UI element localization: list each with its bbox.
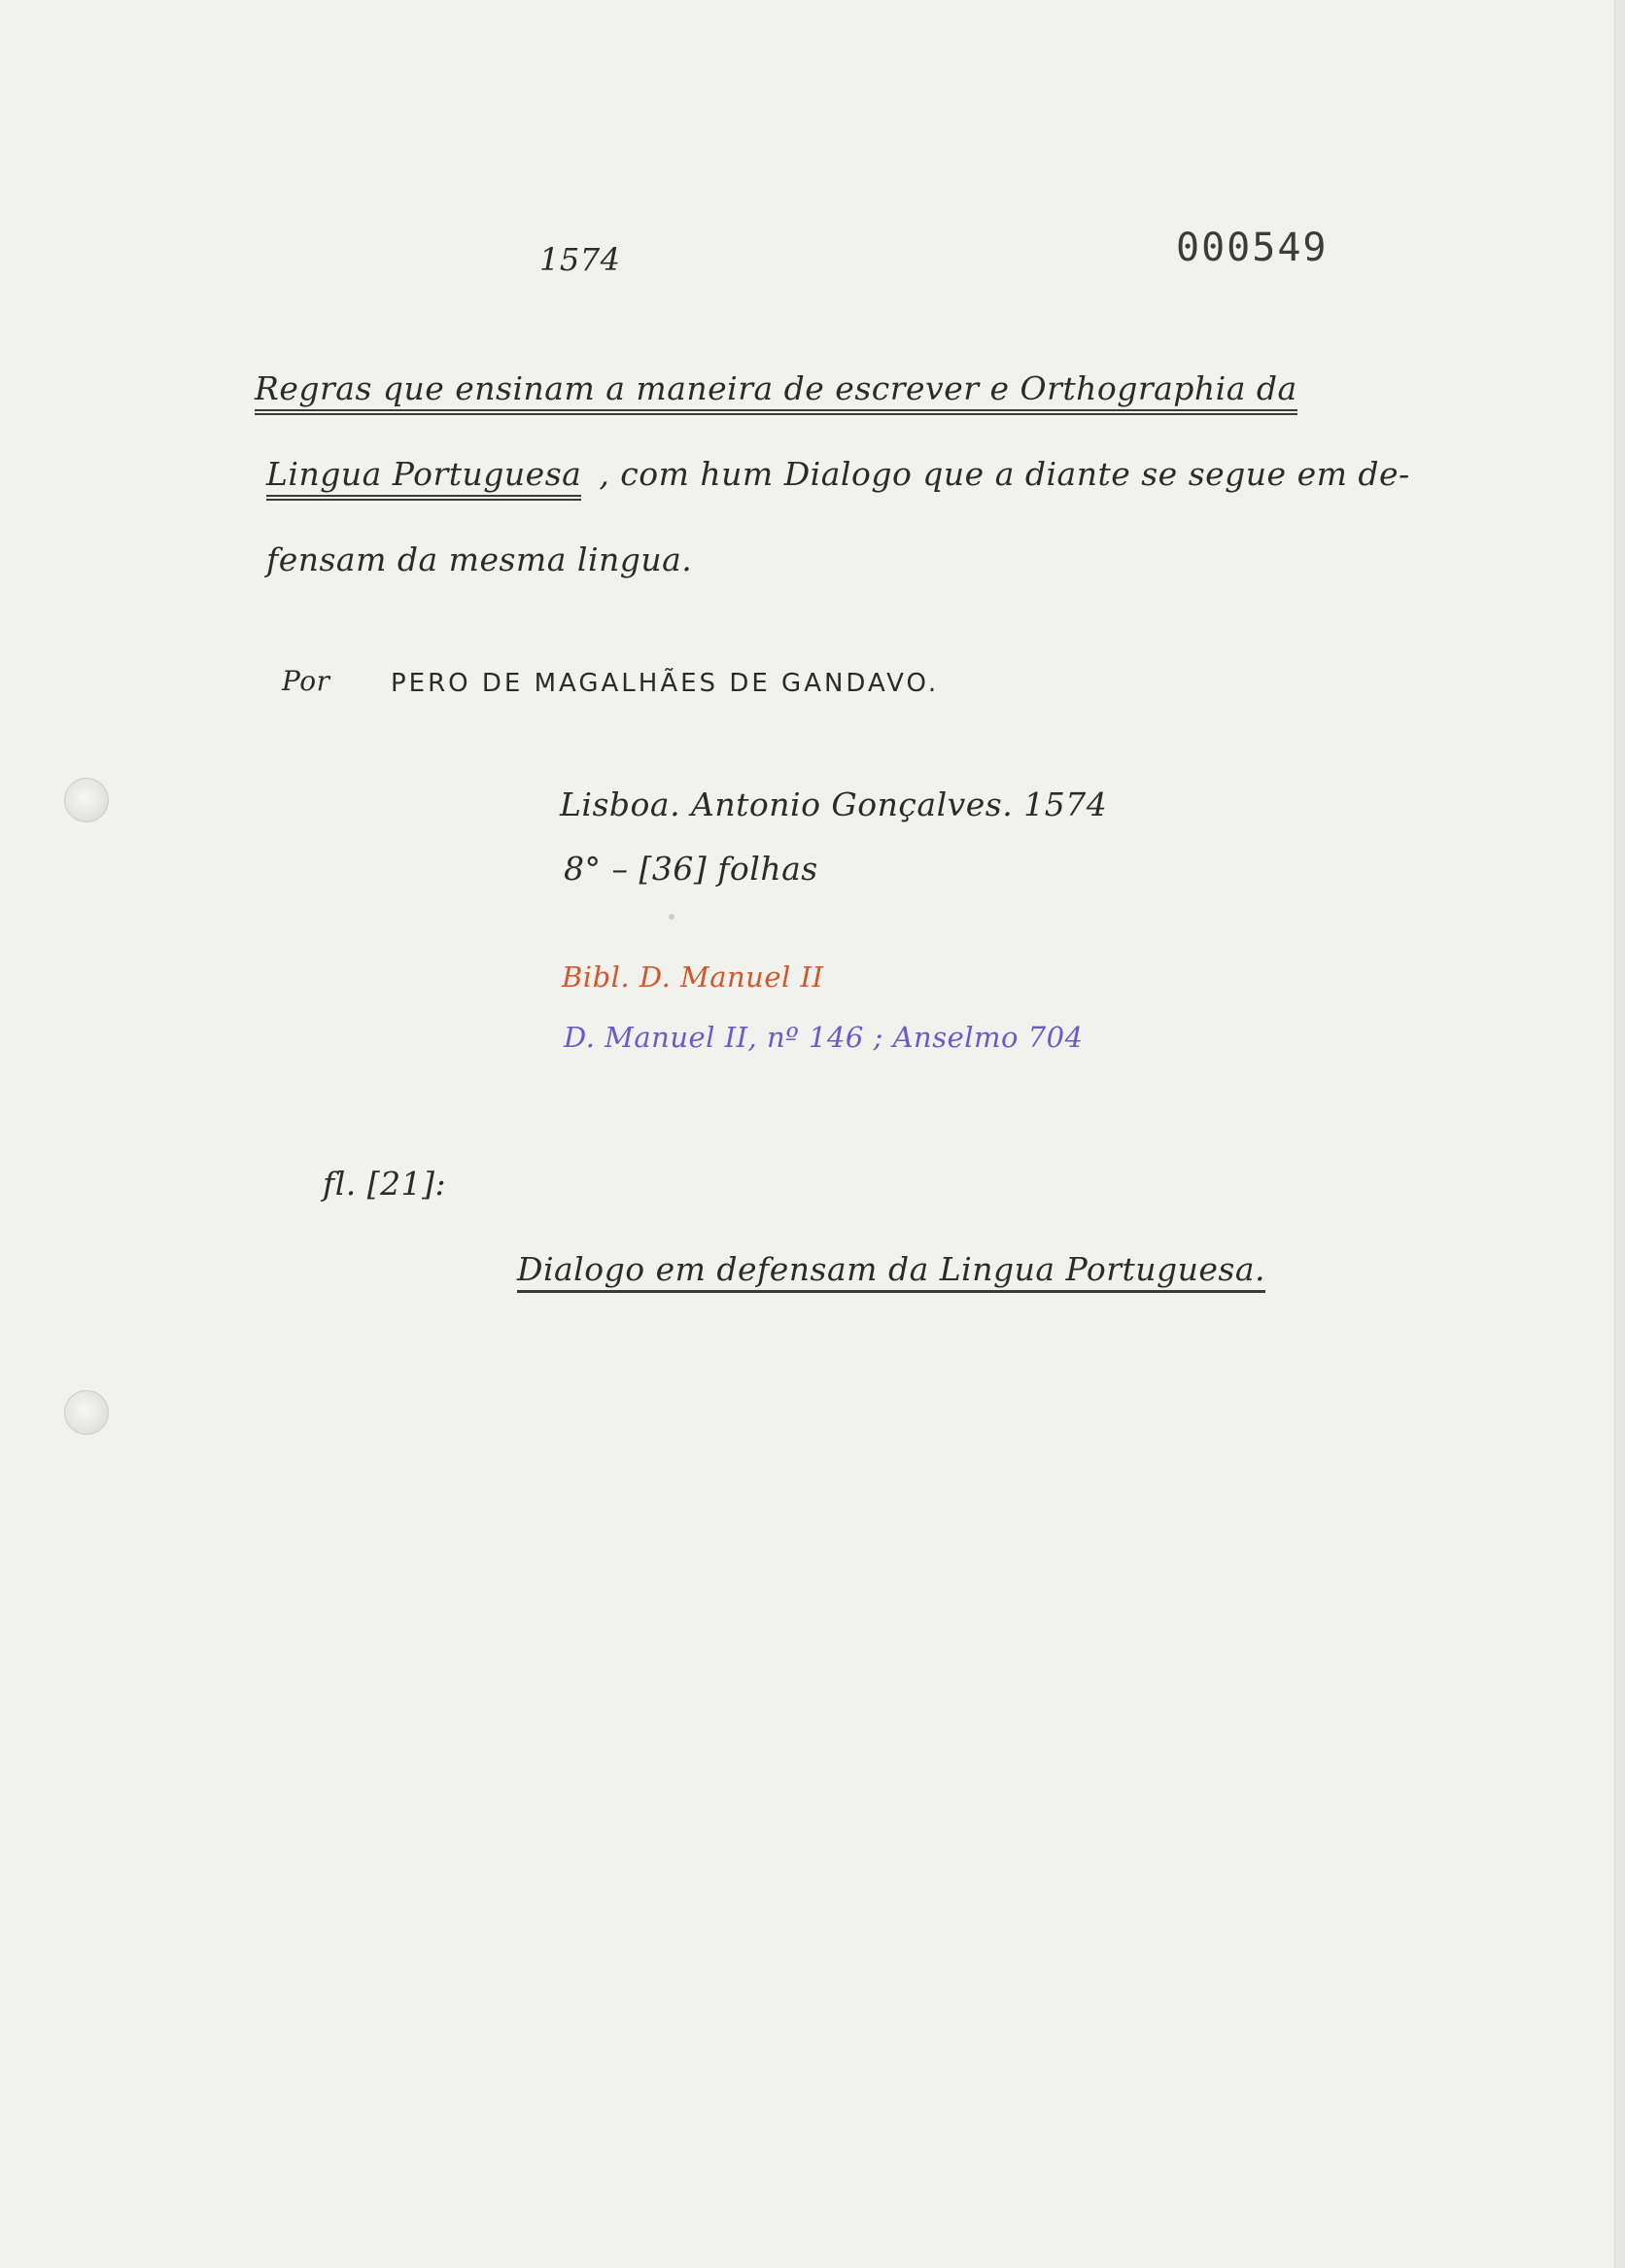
stamp-number: 000549 bbox=[1176, 226, 1329, 270]
title-line-2-rest: , com hum Dialogo que a diante se segue em de- bbox=[599, 455, 1410, 493]
title-line-3: fensam da mesma lingua. bbox=[266, 541, 693, 578]
title-line-2-underlined: Lingua Portuguesa bbox=[266, 455, 581, 501]
section-heading-text: Dialogo em defensam da Lingua Portuguesa. bbox=[517, 1250, 1265, 1293]
title-line-2 bbox=[266, 455, 1410, 493]
reference-blue: D. Manuel II, nº 146 ; Anselmo 704 bbox=[564, 1021, 1084, 1054]
imprint-format-leaves: 8° – [36] folhas bbox=[564, 850, 818, 888]
punch-hole-top bbox=[64, 778, 109, 822]
imprint-place-publisher-year: Lisboa. Antonio Gonçalves. 1574 bbox=[560, 785, 1108, 823]
title-line-1 bbox=[255, 369, 1297, 407]
punch-hole-bottom bbox=[64, 1390, 109, 1435]
title-line-1-text: Regras que ensinam a maneira de escrever e Orthographia da bbox=[255, 369, 1297, 415]
section-heading bbox=[517, 1250, 1265, 1288]
page-edge bbox=[1614, 0, 1625, 2268]
author-name: PERO DE MAGALHÃES DE GANDAVO. bbox=[391, 669, 940, 698]
header-year: 1574 bbox=[539, 241, 621, 278]
library-holding-red: Bibl. D. Manuel II bbox=[562, 960, 824, 994]
leaf-reference: fl. [21]: bbox=[323, 1165, 447, 1203]
paper-speck bbox=[669, 914, 674, 920]
author-prefix: Por bbox=[282, 665, 330, 697]
